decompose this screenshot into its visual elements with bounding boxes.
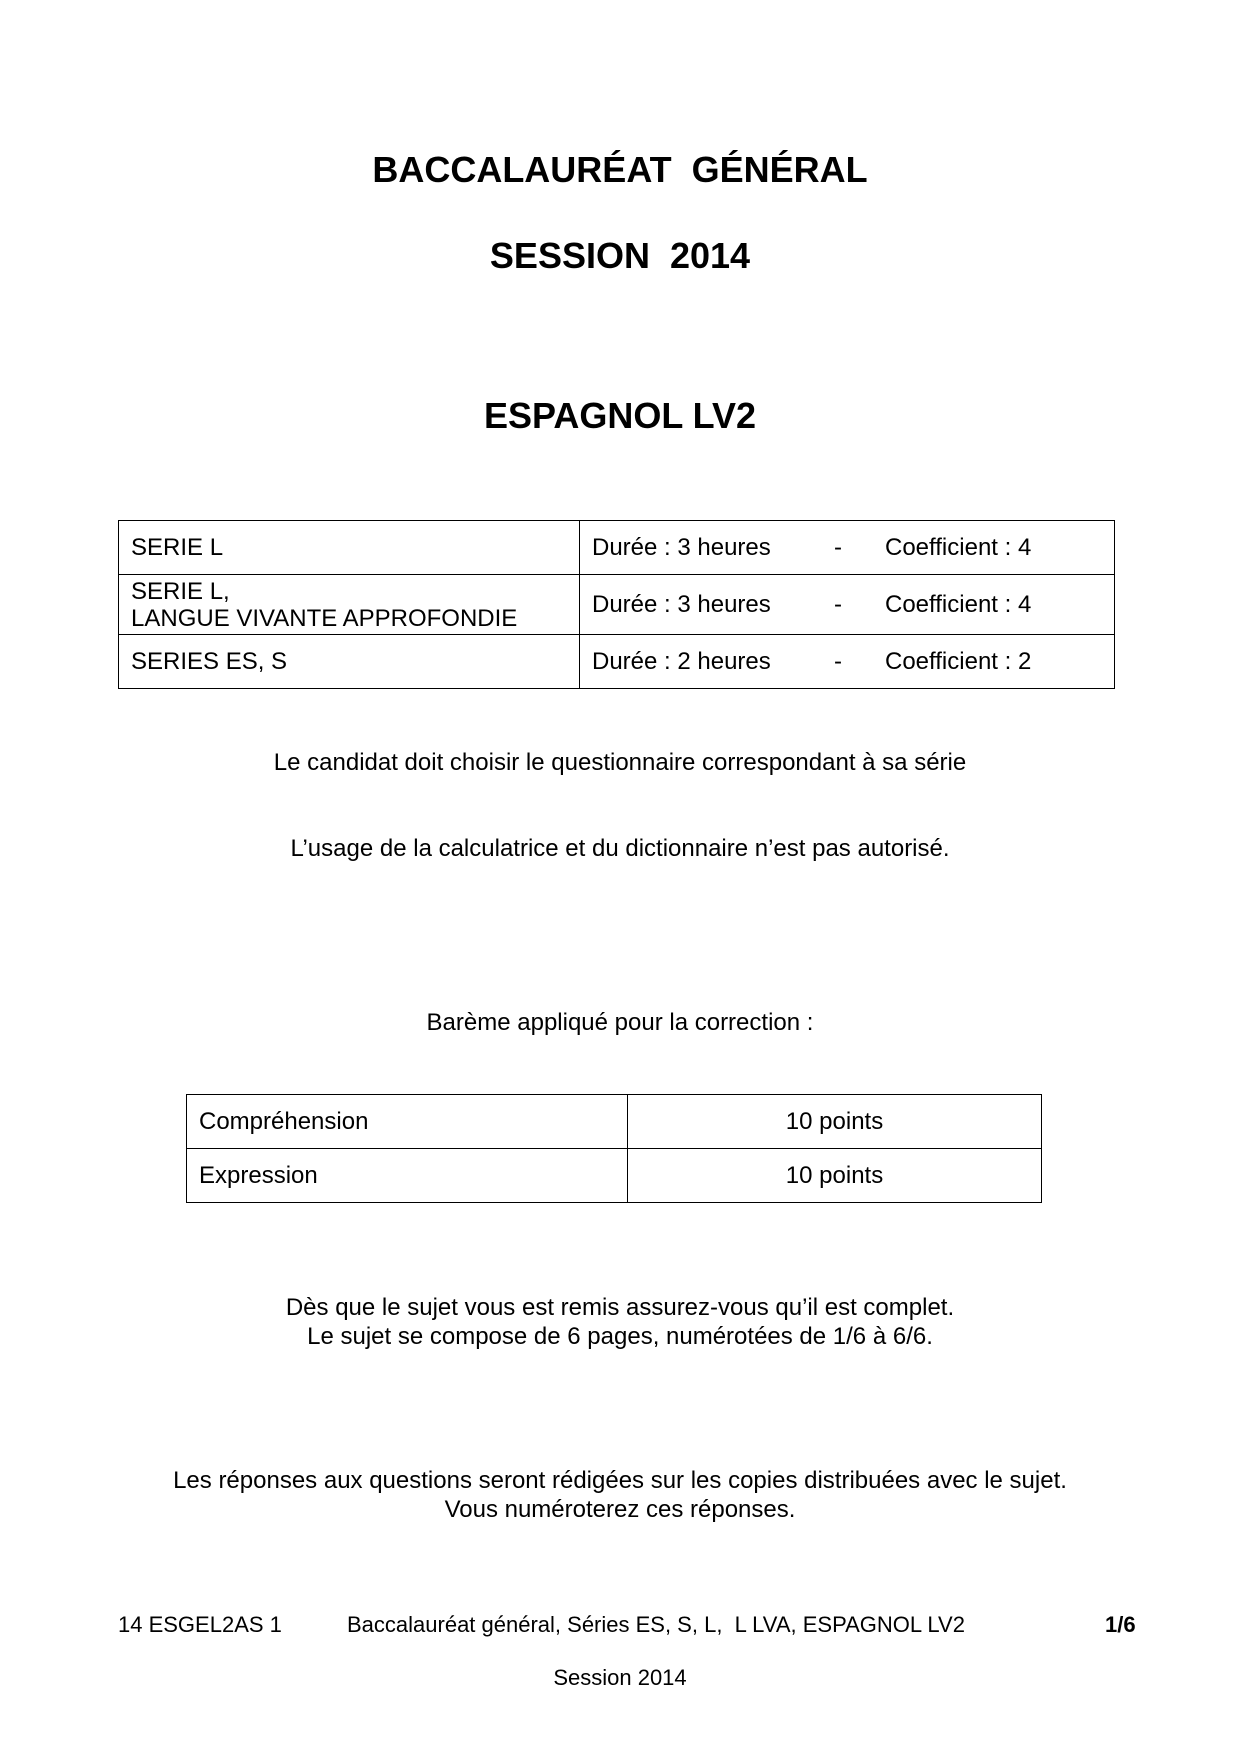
- answers-instruction-text: Les réponses aux questions seront rédigées sur les copies distribuées avec le sujet.: [173, 1467, 1067, 1494]
- coefficient-label: Coefficient : 2: [885, 647, 1032, 675]
- grading-intro-text: Barème appliqué pour la correction :: [426, 1009, 814, 1036]
- series-row: [119, 575, 1115, 635]
- grading-criterion: Compréhension: [187, 1095, 628, 1149]
- grading-table: [186, 1094, 1042, 1203]
- duration-coefficient-cell: [580, 635, 1115, 689]
- subject-heading: ESPAGNOL LV2: [483, 395, 757, 436]
- series-name-detail: LANGUE VIVANTE APPROFONDIE: [131, 604, 518, 632]
- separator-dash: -: [834, 533, 842, 561]
- footer-title: Baccalauréat général, Séries ES, S, L, L LVA, ESPAGNOL LV2: [347, 1612, 965, 1637]
- series-name: SERIES ES, S: [131, 648, 288, 675]
- series-row: [119, 635, 1115, 689]
- duration-label: Durée : 3 heures: [592, 590, 771, 618]
- duration-label: Durée : 3 heures: [592, 533, 771, 561]
- duration-label: Durée : 2 heures: [592, 647, 771, 675]
- duration-coefficient-cell: [580, 521, 1115, 575]
- footer-session: Session 2014: [553, 1665, 687, 1690]
- page-number: 1/6: [1105, 1612, 1136, 1637]
- footer-code: 14 ESGEL2AS 1: [118, 1612, 282, 1637]
- series-table: [118, 520, 1115, 689]
- series-name: SERIE L: [131, 534, 224, 561]
- choose-questionnaire-text: Le candidat doit choisir le questionnaire correspondant à sa série: [273, 749, 967, 776]
- duration-coefficient-cell: [580, 575, 1115, 635]
- exam-title: BACCALAURÉAT GÉNÉRAL: [372, 149, 868, 190]
- page-count-text: Le sujet se compose de 6 pages, numérotées de 1/6 à 6/6.: [307, 1323, 933, 1350]
- grading-row: [187, 1149, 1042, 1203]
- coefficient-label: Coefficient : 4: [885, 590, 1032, 618]
- series-cell: [119, 521, 580, 575]
- separator-dash: -: [834, 590, 842, 618]
- series-row: [119, 521, 1115, 575]
- series-cell: [119, 635, 580, 689]
- coefficient-label: Coefficient : 4: [885, 533, 1032, 561]
- grading-row: [187, 1095, 1042, 1149]
- calculator-policy-text: L’usage de la calculatrice et du dictionnaire n’est pas autorisé.: [290, 835, 950, 862]
- series-cell: [119, 575, 580, 635]
- numbering-instruction-text: Vous numéroterez ces réponses.: [444, 1496, 796, 1523]
- completeness-check-text: Dès que le sujet vous est remis assurez-vous qu’il est complet.: [285, 1294, 955, 1321]
- grading-points: 10 points: [628, 1149, 1042, 1203]
- series-name: SERIE L,: [131, 577, 230, 605]
- session-heading: SESSION 2014: [489, 235, 751, 276]
- separator-dash: -: [834, 647, 842, 675]
- grading-criterion: Expression: [187, 1149, 628, 1203]
- grading-points: 10 points: [628, 1095, 1042, 1149]
